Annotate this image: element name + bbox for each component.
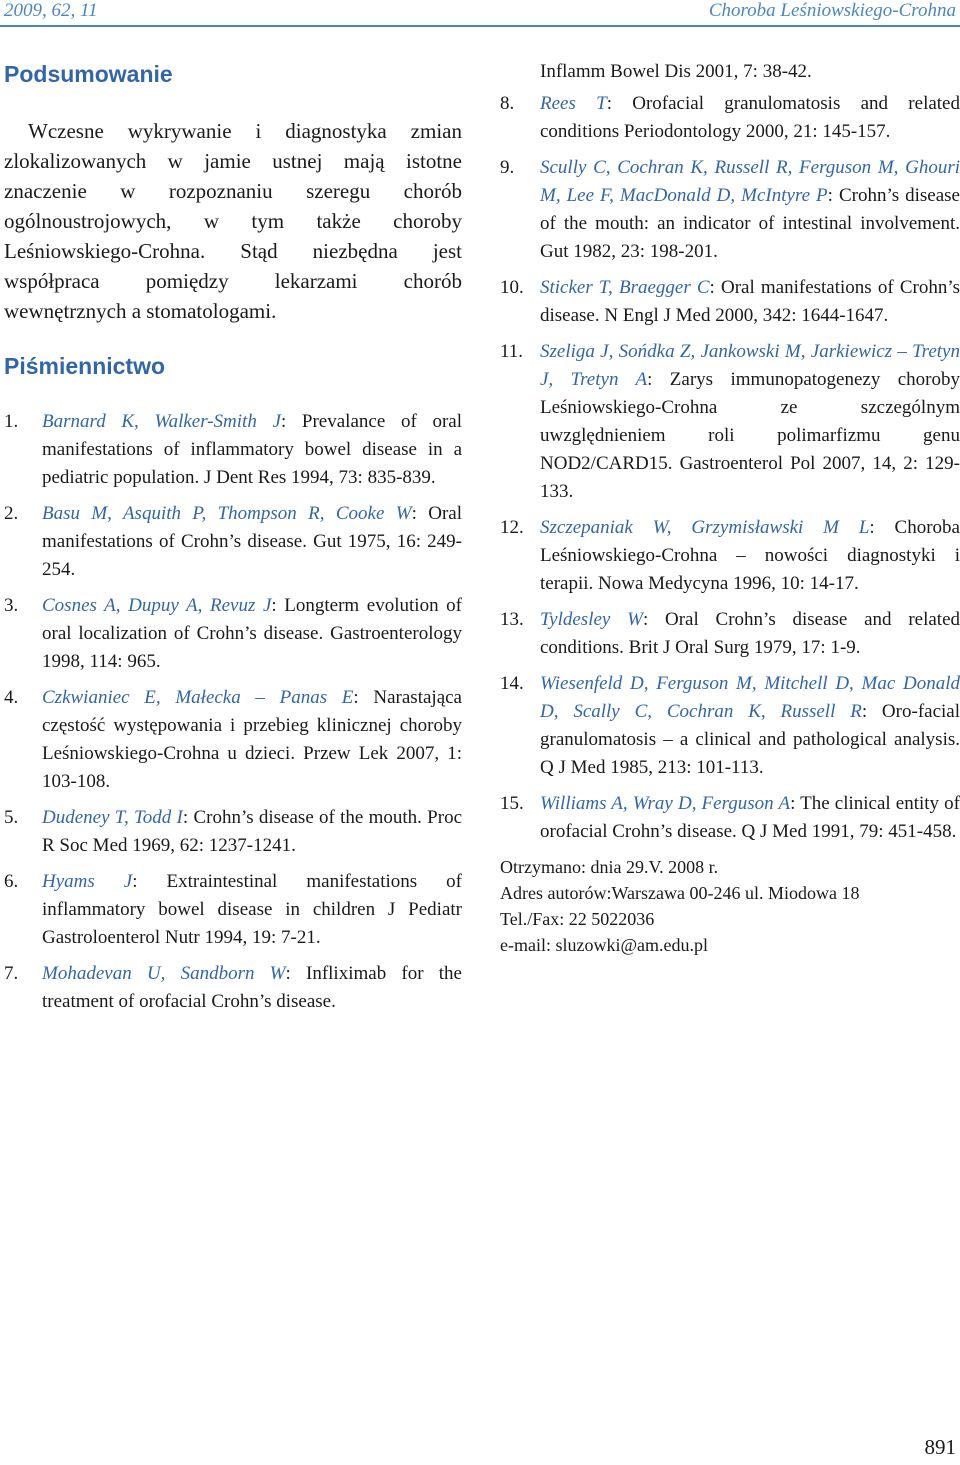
reference-number: 7. [4,963,19,984]
reference-text: : Oral Crohn’s disease and related conditions. Brit J Oral Surg 1979, 17: 1-9. [540,609,960,658]
reference-item [4,592,462,676]
reference-text: : Crohn’s disease of the mouth. Proc R Soc Med 1969, 62: 1237-1241. [42,807,462,856]
reference-item [4,500,462,584]
reference-item [4,408,462,492]
header-rule [0,25,960,27]
reference-authors: Czkwianiec E, Małecka – Panas E [42,687,354,708]
reference-item [500,670,960,782]
reference-number: 12. [500,517,524,538]
reference-text: : Narastająca częstość występowania i przebieg klinicznej choroby Leśniowskiego-Crohna u dzieci. Przew Lek 2007, 1: 103-108. [42,687,462,792]
reference-text: : Oral manifestations of Crohn’s disease. N Engl J Med 2000, 342: 1644-1647. [540,277,960,326]
email-address[interactable]: e-mail: sluzowki@am.edu.pl [500,935,709,955]
reference-item [500,90,960,146]
reference-item [500,606,960,662]
reference-authors: Williams A, Wray D, Ferguson A [540,793,791,814]
reference-authors: Rees T [540,93,607,114]
reference-authors: Szczepaniak W, Grzymisławski M L [540,517,870,538]
right-column [500,58,960,958]
reference-number: 14. [500,673,524,694]
correspondence-info [500,854,960,958]
reference-number: 3. [4,595,19,616]
reference-authors: Szeliga J, Sońdka Z, Jankowski M, Jarkiewicz – Tretyn J, Tretyn A [540,341,960,390]
journal-issue: 2009, 62, 11 [4,0,98,21]
references-heading: Piśmiennictwo [4,353,166,379]
left-column [4,58,462,1024]
reference-number: 8. [500,93,515,114]
received-date: Otrzymano: dnia 29.V. 2008 r. [500,857,719,877]
reference-item [500,514,960,598]
reference-number: 15. [500,793,524,814]
reference-authors: Basu M, Asquith P, Thompson R, Cooke W [42,503,412,524]
reference-text: : Prevalance of oral manifestations of inflammatory bowel disease in a pediatric population. J Dent Res 1994, 73: 835-839. [42,411,462,488]
reference-authors: Barnard K, Walker-Smith J [42,411,281,432]
summary-text: Wczesne wykrywanie i diagnostyka zmian zlokalizowanych w jamie ustnej mają istotne znaczenie w rozpoznaniu szeregu chorób ogólnoustrojowych, w tym także choroby Leśniowskiego-Crohna. Stąd niezbędna jest współpraca pomiędzy lekarzami chorób wewnętrznych a stomatologami. [4,119,462,323]
reference-item [4,684,462,796]
reference-item [500,274,960,330]
reference-authors: Tyldesley W [540,609,643,630]
reference-authors: Dudeney T, Todd I [42,807,183,828]
references-list-right [500,90,960,846]
reference-text: : Longterm evolution of oral localization of Crohn’s disease. Gastroenterology 1998, 114: 965. [42,595,462,672]
reference-number: 10. [500,277,524,298]
reference-number: 2. [4,503,19,524]
reference-number: 4. [4,687,19,708]
reference-authors: Hyams J [42,871,133,892]
running-title: Choroba Leśniowskiego-Crohna [708,0,956,21]
summary-heading: Podsumowanie [4,61,173,87]
reference-text: : Crohn’s disease of the mouth: an indicator of intestinal involvement. Gut 1982, 23: 198-201. [540,185,960,262]
reference-continuation: Inflamm Bowel Dis 2001, 7: 38-42. [540,61,812,82]
reference-number: 13. [500,609,524,630]
reference-item [500,790,960,846]
running-header [0,0,960,26]
reference-authors: Mohadevan U, Sandborn W [42,963,286,984]
reference-item [4,804,462,860]
reference-number: 9. [500,157,515,178]
reference-authors: Wiesenfeld D, Ferguson M, Mitchell D, Mac Donald D, Scally C, Cochran K, Russell R [540,673,960,722]
reference-authors: Scully C, Cochran K, Russell R, Ferguson M, Ghouri M, Lee F, MacDonald D, McIntyre P [540,157,960,206]
reference-text: : Extraintestinal manifestations of inflammatory bowel disease in children J Pediatr Gastroloenterol Nutr 1994, 19: 7-21. [42,871,463,948]
reference-text: : Choroba Leśniowskiego-Crohna – nowości diagnostyki i terapii. Nowa Medycyna 1996, 10: 14-17. [540,517,960,594]
reference-number: 6. [4,871,19,892]
reference-text: : The clinical entity of orofacial Crohn’s disease. Q J Med 1991, 79: 451-458. [540,793,960,842]
reference-item [500,154,960,266]
reference-text: : Infliximab for the treatment of orofacial Crohn’s disease. [42,963,462,1012]
reference-text: : Zarys immunopatogenezy choroby Leśniowskiego-Crohna ze szczególnym uwzględnieniem roli polimarfizmu genu NOD2/CARD15. Gastroenterol Pol 2007, 14, 2: 129-133. [540,369,960,502]
page-number: 891 [924,1435,956,1459]
reference-item [4,868,462,952]
reference-text: : Oro-facial granulomatosis – a clinical and pathological analysis. Q J Med 1985, 213: 101-113. [540,701,960,778]
phone-fax: Tel./Fax: 22 5022036 [500,909,655,929]
author-address: Adres autorów:Warszawa 00-246 ul. Miodowa 18 [500,883,860,903]
reference-authors: Cosnes A, Dupuy A, Revuz J [42,595,272,616]
reference-number: 1. [4,411,19,432]
reference-number: 11. [500,341,524,362]
reference-text: : Oral manifestations of Crohn’s disease. Gut 1975, 16: 249-254. [42,503,462,580]
reference-item [4,960,462,1016]
references-list-left [4,408,462,1016]
reference-text: : Orofacial granulomatosis and related conditions Periodontology 2000, 21: 145-157. [540,93,960,142]
reference-item [500,338,960,506]
reference-number: 5. [4,807,19,828]
reference-authors: Sticker T, Braegger C [540,277,710,298]
